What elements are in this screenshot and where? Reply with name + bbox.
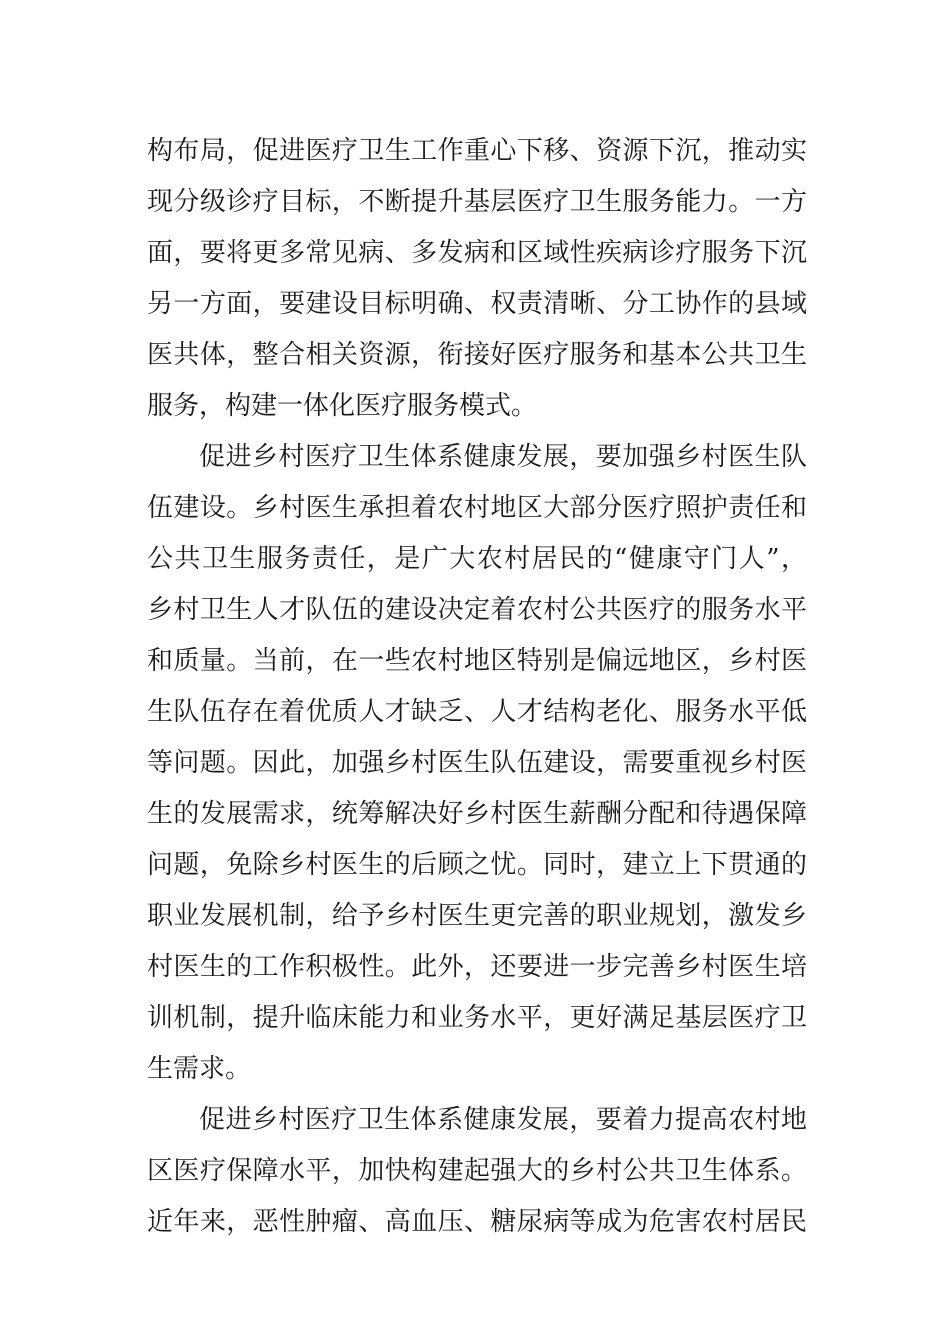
text-line: 促进乡村医疗卫生体系健康发展，要加强乡村医生队 bbox=[199, 442, 807, 472]
text-line: 近年来，恶性肿瘤、高血压、糖尿病等成为危害农村居民 bbox=[147, 1207, 807, 1237]
text-line: 村医生的工作积极性。此外，还要进一步完善乡村医生培 bbox=[147, 952, 807, 982]
text-line: 医共体，整合相关资源，衔接好医疗服务和基本公共卫生 bbox=[147, 340, 807, 370]
text-line: 公共卫生服务责任，是广大农村居民的“健康守门人”， bbox=[147, 544, 807, 574]
text-line: 训机制，提升临床能力和业务水平，更好满足基层医疗卫 bbox=[147, 1003, 807, 1033]
text-line: 生需求。 bbox=[147, 1054, 252, 1084]
text-line: 面，要将更多常见病、多发病和区域性疾病诊疗服务下沉 bbox=[147, 238, 807, 268]
text-line: 问题，免除乡村医生的后顾之忧。同时，建立上下贯通的 bbox=[147, 850, 807, 880]
text-line: 另一方面，要建设目标明确、权责清晰、分工协作的县域 bbox=[147, 289, 807, 319]
text-line: 乡村卫生人才队伍的建设决定着农村公共医疗的服务水平 bbox=[147, 595, 807, 625]
text-line: 构布局，促进医疗卫生工作重心下移、资源下沉，推动实 bbox=[147, 136, 807, 166]
text-line: 服务，构建一体化医疗服务模式。 bbox=[147, 391, 538, 421]
text-line: 生队伍存在着优质人才缺乏、人才结构老化、服务水平低 bbox=[147, 697, 807, 727]
body-text bbox=[147, 126, 807, 1248]
text-line: 伍建设。乡村医生承担着农村地区大部分医疗照护责任和 bbox=[147, 493, 807, 523]
text-line: 和质量。当前，在一些农村地区特别是偏远地区，乡村医 bbox=[147, 646, 807, 676]
text-line: 促进乡村医疗卫生体系健康发展，要着力提高农村地 bbox=[199, 1105, 807, 1135]
text-line: 区医疗保障水平，加快构建起强大的乡村公共卫生体系。 bbox=[147, 1156, 807, 1186]
text-line: 等问题。因此，加强乡村医生队伍建设，需要重视乡村医 bbox=[147, 748, 807, 778]
text-line: 职业发展机制，给予乡村医生更完善的职业规划，激发乡 bbox=[147, 901, 807, 931]
text-line: 生的发展需求，统筹解决好乡村医生薪酬分配和待遇保障 bbox=[147, 799, 807, 829]
text-line: 现分级诊疗目标，不断提升基层医疗卫生服务能力。一方 bbox=[147, 187, 807, 217]
